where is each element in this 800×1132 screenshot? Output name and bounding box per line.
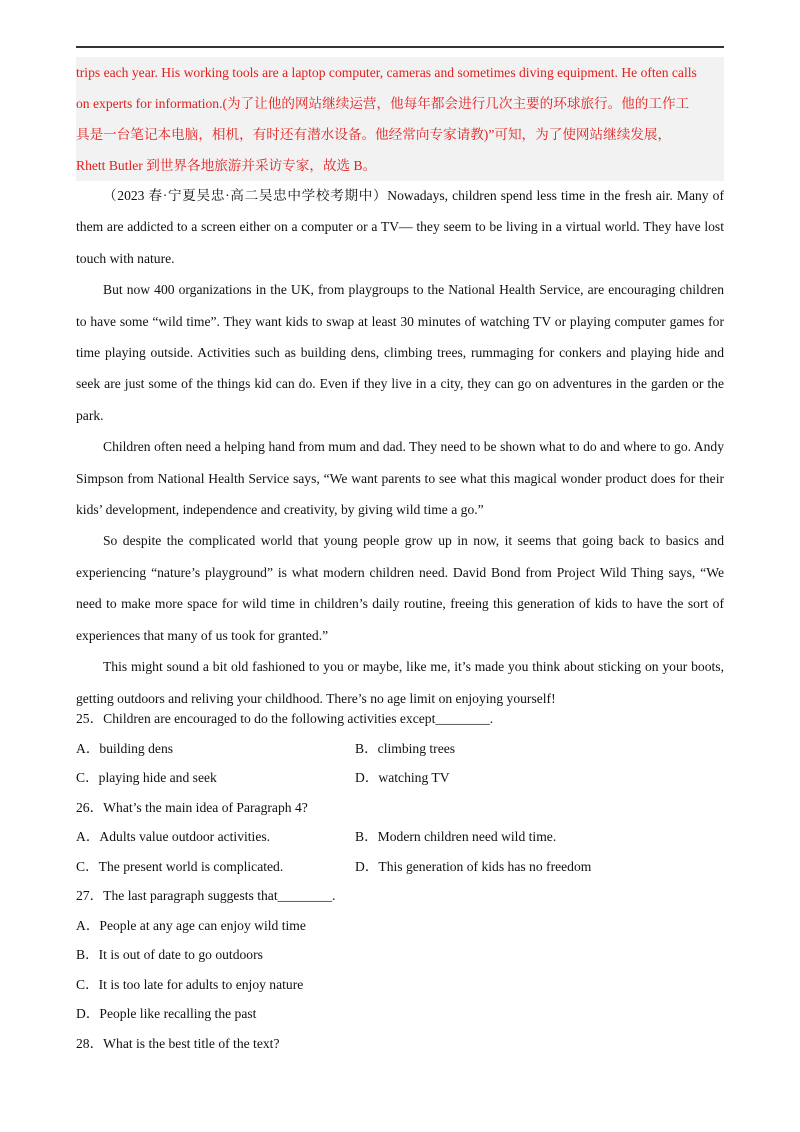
- question-25-options-row-1: [76, 734, 724, 764]
- answer-line: Rhett Butler 到世界各地旅游并采访专家，故选 B。: [76, 158, 377, 173]
- answer-explanation: [76, 57, 724, 181]
- question-27-option-c: C．It is too late for adults to enjoy nature: [76, 976, 304, 992]
- question-26-options-row-1: [76, 822, 724, 852]
- answer-line: on experts for information.(为了让他的网站继续运营，他每年都会进行几次主要的环球旅行。他的工作工: [76, 96, 690, 111]
- passage-paragraph-1: （2023 春·宁夏吴忠·高二吴忠中学校考期中）Nowadays, children spend less time in the fresh air. Many of them are addicted to a screen either on a computer or a TV— they seem to be living in a virtual world. They have lost touch with nature.: [76, 188, 724, 266]
- question-26-options-row-2: [76, 852, 724, 882]
- passage-paragraph-3: Children often need a helping hand from mum and dad. They need to be shown what to do and where to go. Andy Simpson from National Health Service says, “We want parents to see what this magical wonder product does for their kids’ development, independence and creativity, by giving wild time a go.”: [76, 439, 724, 518]
- question-25-option-b: B．climbing trees: [355, 740, 456, 756]
- question-25-options-row-2: [76, 763, 724, 793]
- question-25-option-a: A．building dens: [76, 740, 174, 756]
- question-26-option-c: C．The present world is complicated.: [76, 858, 284, 874]
- question-26-option-d: D．This generation of kids has no freedom: [355, 858, 592, 874]
- answer-line: trips each year. His working tools are a laptop computer, cameras and sometimes diving equipment. He often calls: [76, 65, 697, 80]
- question-list: [76, 704, 724, 1058]
- question-25-stem: 25．Children are encouraged to do the following activities except________.: [76, 711, 494, 726]
- passage-paragraph-4: So despite the complicated world that young people grow up in now, it seems that going back to basics and experiencing “nature’s playground” is what modern children need. David Bond from Project Wild Thing says, “We need to make more space for wild time in children’s daily routine, freeing this generation of kids to have the sort of experiences that many of us took for granted.”: [76, 533, 724, 643]
- question-27-option-b: B．It is out of date to go outdoors: [76, 947, 263, 962]
- question-25-option-d: D．watching TV: [355, 770, 450, 785]
- passage-paragraph-2: But now 400 organizations in the UK, from playgroups to the National Health Service, are encouraging children to have some “wild time”. They want kids to swap at least 30 minutes of watching TV or playing computer games for time playing outside. Activities such as building dens, climbing trees, rummaging for conkers and playing hide and seek are just some of the things kid can do. Even if they live in a city, they can go on adventures in the garden or the park.: [76, 282, 724, 423]
- question-28-stem: 28．What is the best title of the text?: [76, 1035, 280, 1051]
- question-26-option-b: B．Modern children need wild time.: [355, 829, 557, 844]
- passage-paragraph-5: This might sound a bit old fashioned to you or maybe, like me, it’s made you think about sticking on your boots, getting outdoors and reliving your childhood. There’s no age limit on enjoying yourself!: [76, 659, 724, 706]
- reading-passage: [76, 180, 724, 714]
- question-27-option-a: A．People at any age can enjoy wild time: [76, 917, 306, 933]
- answer-line: 具是一台笔记本电脑，相机，有时还有潜水设备。他经常向专家请教)”可知，为了使网站继续发展，: [76, 127, 672, 142]
- question-27-option-d: D．People like recalling the past: [76, 1006, 257, 1021]
- question-26-stem: 26．What’s the main idea of Paragraph 4?: [76, 799, 308, 815]
- question-25-option-c: C．playing hide and seek: [76, 770, 217, 785]
- question-26-option-a: A．Adults value outdoor activities.: [76, 829, 271, 844]
- question-27-stem: 27．The last paragraph suggests that________.: [76, 888, 336, 903]
- header-rule: [76, 46, 724, 48]
